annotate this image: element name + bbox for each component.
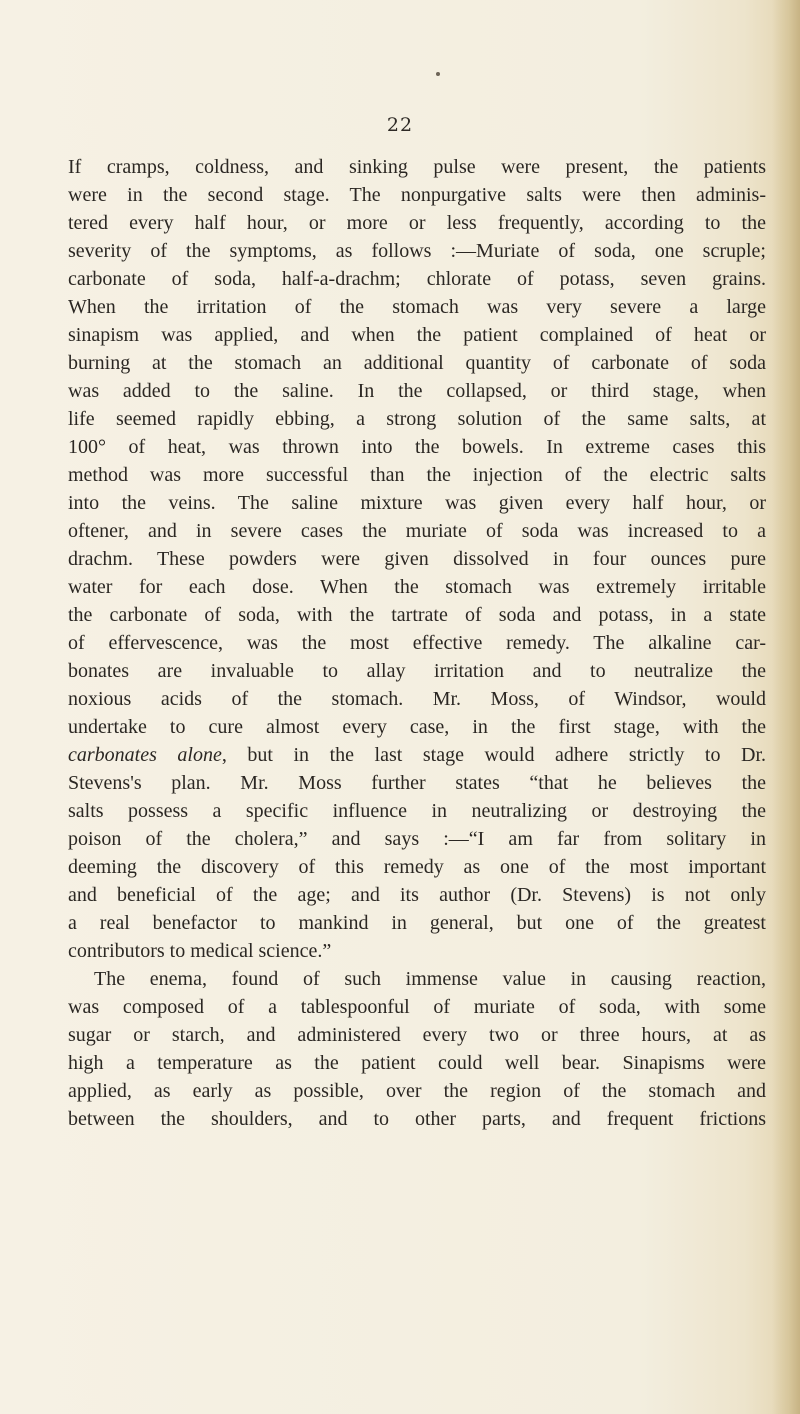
text-line: noxious acids of the stomach. Mr. Moss, of Windsor, would	[68, 688, 766, 710]
text-line: oftener, and in severe cases the muriate of soda was increased to a	[68, 520, 766, 542]
text-line: life seemed rapidly ebbing, a strong solution of the same salts, at	[68, 408, 766, 430]
text-line: bonates are invaluable to allay irritation and to neutralize the	[68, 660, 766, 682]
text-line: carbonates alone, but in the last stage would adhere strictly to Dr.	[68, 744, 767, 766]
text-line: sinapism was applied, and when the patient complained of heat or	[68, 324, 766, 346]
text-line: carbonate of soda, half-a-drachm; chlorate of potass, seven grains.	[68, 268, 766, 290]
paragraph-1	[68, 153, 766, 965]
text-line: Stevens's plan. Mr. Moss further states “that he believes the	[68, 772, 766, 794]
text-line: a real benefactor to mankind in general, but one of the greatest	[68, 912, 766, 934]
text-line: 100° of heat, was thrown into the bowels. In extreme cases this	[68, 436, 766, 458]
text-line: burning at the stomach an additional quantity of carbonate of soda	[68, 352, 766, 374]
text-line: high a temperature as the patient could well bear. Sinapisms were	[68, 1052, 766, 1074]
printer-mark	[436, 72, 440, 76]
paragraph-2	[68, 965, 766, 1133]
text-line: The enema, found of such immense value in causing reaction,	[94, 968, 766, 990]
text-line: between the shoulders, and to other parts, and frequent frictions	[68, 1108, 766, 1130]
page-number: 22	[386, 114, 414, 136]
text-line: poison of the cholera,” and says :—“I am far from solitary in	[68, 828, 766, 850]
text-line: sugar or starch, and administered every two or three hours, at as	[68, 1024, 766, 1046]
page-edge-shading	[772, 0, 800, 1414]
text-line: and beneficial of the age; and its author (Dr. Stevens) is not only	[68, 884, 766, 906]
text-line: of effervescence, was the most effective remedy. The alkaline car-	[68, 632, 766, 654]
text-line: drachm. These powders were given dissolved in four ounces pure	[68, 548, 766, 570]
text-line: was added to the saline. In the collapsed, or third stage, when	[68, 380, 766, 402]
text-line: water for each dose. When the stomach was extremely irritable	[68, 576, 766, 598]
text-line: undertake to cure almost every case, in the first stage, with the	[68, 716, 766, 738]
emphasis: carbonates alone	[68, 744, 222, 766]
text-line: into the veins. The saline mixture was given every half hour, or	[68, 492, 766, 514]
text-line: tered every half hour, or more or less frequently, according to the	[68, 212, 766, 234]
text-line: applied, as early as possible, over the region of the stomach and	[68, 1080, 766, 1102]
body-text	[68, 153, 766, 1133]
text-line: deeming the discovery of this remedy as one of the most important	[68, 856, 766, 878]
text-line: method was more successful than the injection of the electric salts	[68, 464, 766, 486]
text-line: were in the second stage. The nonpurgative salts were then adminis-	[68, 184, 766, 206]
text-line: salts possess a specific influence in neutralizing or destroying the	[68, 800, 766, 822]
text-line: severity of the symptoms, as follows :—Muriate of soda, one scruple;	[68, 240, 766, 262]
text-line: When the irritation of the stomach was very severe a large	[68, 296, 766, 318]
text-line: contributors to medical science.”	[68, 940, 332, 962]
text-line: the carbonate of soda, with the tartrate of soda and potass, in a state	[68, 604, 766, 626]
text-line: If cramps, coldness, and sinking pulse were present, the patients	[68, 156, 766, 178]
text-line: was composed of a tablespoonful of muriate of soda, with some	[68, 996, 766, 1018]
